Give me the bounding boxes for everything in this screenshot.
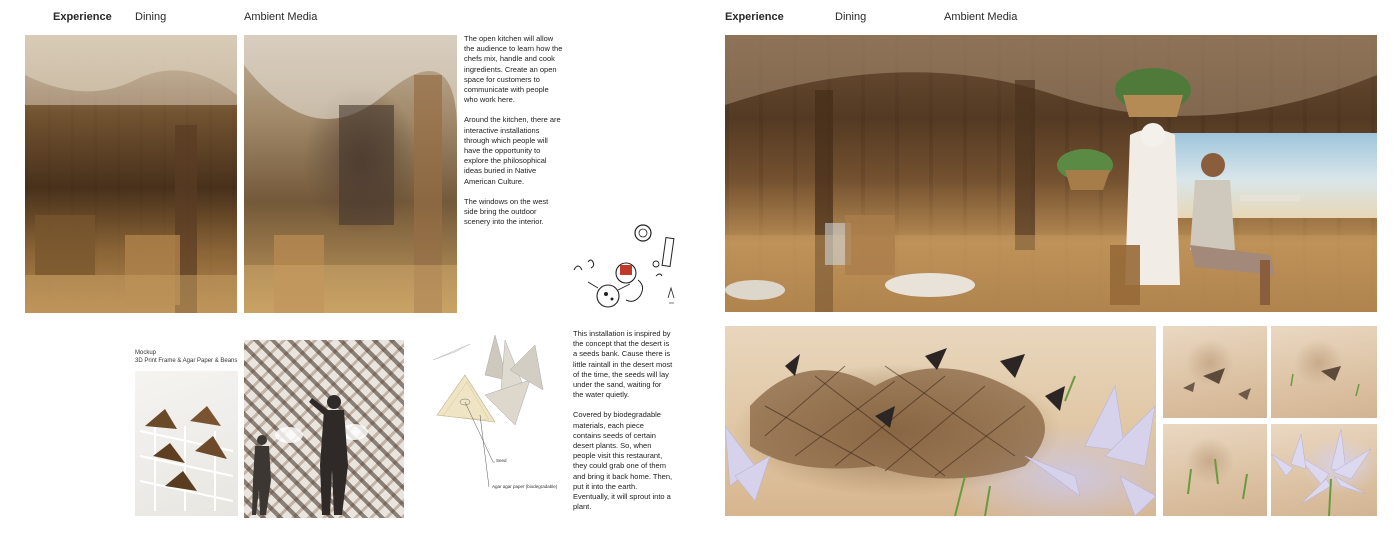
kitchen-description (464, 34, 564, 237)
mockup-caption-materials: 3D Print Frame & Agar Paper & Beans (135, 358, 238, 364)
label-seed: Seed (496, 458, 507, 463)
label-agar-paper: Agar agar paper (biodegradable) (492, 484, 558, 489)
sand-stage-2 (1271, 326, 1377, 418)
nav-experience-right[interactable]: Experience (725, 11, 784, 23)
kitchen-paragraph-1: The open kitchen will allow the audience to learn how the chefs mix, handle and cook ingredients. Create an open space for customers to communicate with people who work here. (464, 34, 563, 105)
kitchen-paragraph-3: The windows on the west side bring the outdoor scenery into the interior. (464, 196, 549, 227)
mockup-photo (135, 371, 238, 516)
nav-ambient-media[interactable]: Ambient Media (244, 11, 318, 23)
seedbank-render (725, 326, 1156, 516)
dining-render-kitchen (244, 35, 457, 313)
concept-sketch (568, 218, 683, 318)
kitchen-paragraph-2: Around the kitchen, there are interactive installations through which people will have the opportunity to explore the philosophical ideas buried in Native American Culture. (464, 115, 561, 186)
mockup-caption (135, 349, 255, 365)
installation-silhouette (244, 340, 404, 518)
sand-stage-4 (1271, 424, 1377, 516)
right-page (700, 0, 1400, 541)
installation-paragraph-2: Covered by biodegradable materials, each piece contains seeds of certain desert plants. So, when people visit this restaurant, they could grab one of them and bring it back home. Then, put it into the earth. Eventually, it will sprout into a plant. (573, 410, 673, 512)
nav-experience[interactable]: Experience (53, 11, 112, 23)
nav-dining[interactable]: Dining (135, 11, 167, 23)
sand-stage-3 (1163, 424, 1267, 516)
installation-paragraph-1: This installation is inspired by the concept that the desert is a seeds bank. Cause there is little raintall in the desert most of the time, the seeds will lay under the sand, waiting for the water quietly. (573, 329, 673, 400)
installation-description (573, 329, 673, 522)
seed-piece-diagram (425, 330, 570, 495)
nav-dining-right[interactable]: Dining (835, 11, 867, 23)
dining-render-wide (25, 35, 237, 313)
mockup-caption-title: Mockup (135, 350, 157, 356)
sand-stage-1 (1163, 326, 1267, 418)
dining-render-people (725, 35, 1377, 312)
nav-ambient-media-right[interactable]: Ambient Media (944, 11, 1018, 23)
